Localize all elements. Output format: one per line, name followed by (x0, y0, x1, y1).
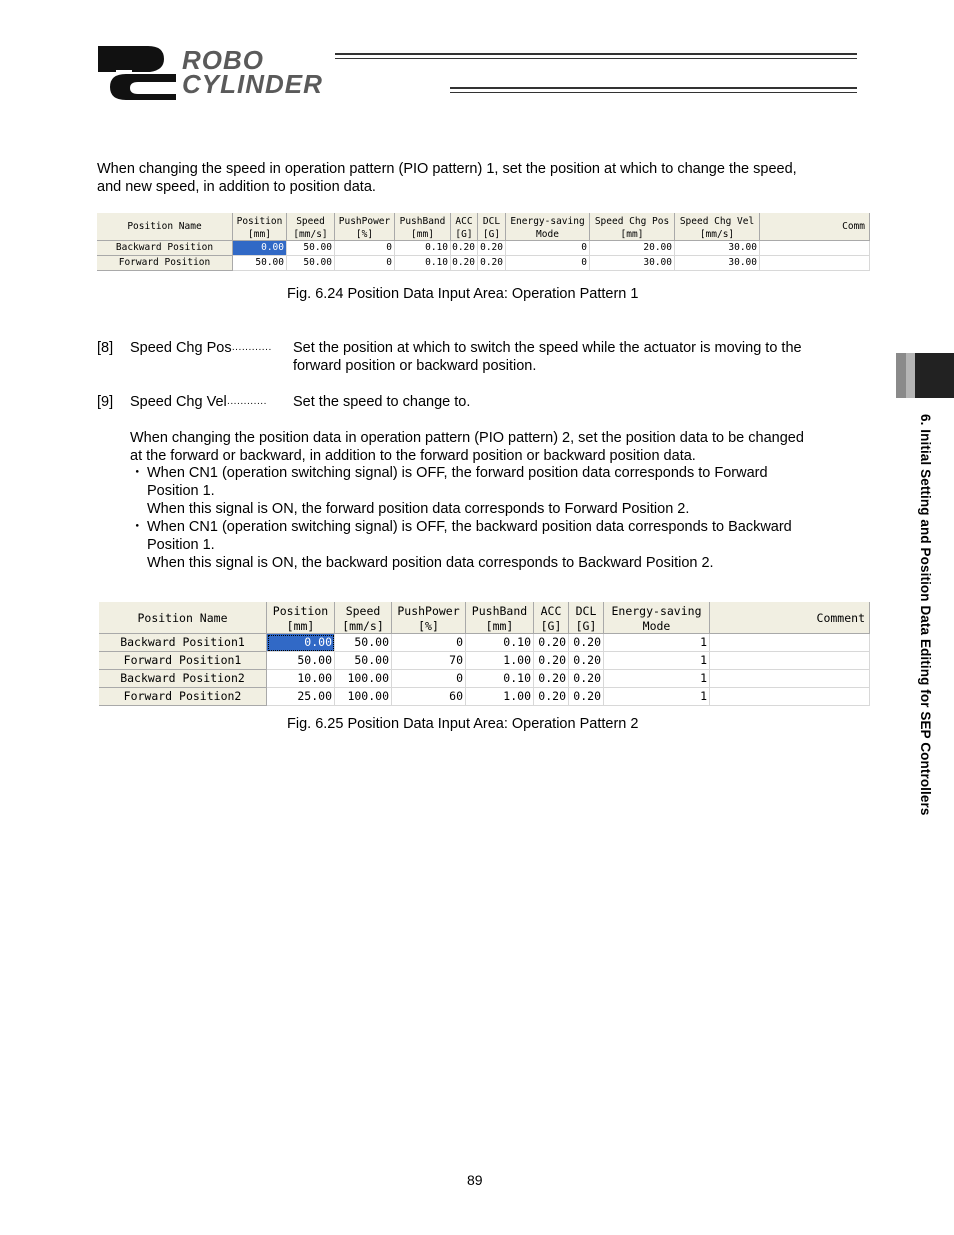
column-header-unit: [G] (455, 229, 473, 240)
column-header-unit: [G] (575, 619, 597, 633)
table-cell[interactable] (760, 241, 870, 256)
chapter-side-title: 6. Initial Setting and Position Data Editing for SEP Controllers (918, 414, 933, 816)
column-header-2[interactable] (335, 602, 392, 634)
table-cell[interactable]: 1 (604, 634, 710, 652)
table-cell[interactable]: 0.20 (569, 688, 604, 706)
column-header-unit: [G] (540, 619, 562, 633)
column-header-label: Position (236, 216, 283, 227)
column-header-unit: [%] (418, 619, 439, 633)
table-cell[interactable]: 50.00 (233, 256, 287, 271)
column-header-7[interactable] (604, 602, 710, 634)
column-header-1[interactable] (233, 213, 287, 241)
table-cell[interactable] (710, 688, 870, 706)
table-cell[interactable]: 0 (335, 256, 395, 271)
row-header[interactable]: Forward Position1 (99, 652, 267, 670)
pattern2-paragraph (130, 429, 870, 465)
table-cell[interactable]: 0.20 (569, 652, 604, 670)
item-8-term (130, 339, 272, 359)
column-header-label: Comm (842, 221, 865, 232)
column-header-unit: Mode (536, 229, 559, 240)
table-cell[interactable]: 0.10 (395, 256, 451, 271)
column-header-label: Energy-saving (510, 216, 585, 227)
table-cell[interactable]: 30.00 (590, 256, 675, 271)
column-header-label: PushPower (397, 604, 460, 618)
column-header-unit: [mm] (485, 619, 514, 633)
column-header-unit: [mm/s] (293, 229, 328, 240)
column-header-label: Speed Chg Vel (679, 216, 755, 227)
column-header-unit: [%] (355, 229, 374, 240)
pattern2-line-2: at the forward or backward, in addition to the forward position or backward position data. (130, 448, 696, 464)
column-header-unit: [G] (482, 229, 501, 240)
column-header-9[interactable] (675, 213, 760, 241)
item-8-number: [8] (97, 340, 114, 356)
row-header[interactable]: Backward Position (97, 241, 233, 256)
logo-line-2: CYLINDER (182, 69, 323, 99)
table-cell[interactable]: 0 (506, 241, 590, 256)
column-header-label: Position Name (137, 611, 228, 625)
row-header[interactable]: Backward Position1 (99, 634, 267, 652)
bullet-2-mark: ・ (130, 519, 145, 535)
table-cell[interactable]: 0.20 (478, 241, 506, 256)
bullet-1-text (147, 464, 867, 518)
bullet-2-line-2: Position 1. (147, 537, 215, 553)
column-header-label: Energy-saving (611, 604, 702, 618)
table-cell[interactable]: 50.00 (335, 634, 392, 652)
column-header-unit: [mm/s] (699, 229, 735, 240)
column-header-unit: [mm/s] (342, 619, 384, 633)
column-header-label: ACC (540, 604, 562, 618)
table-cell[interactable]: 100.00 (335, 688, 392, 706)
column-header-unit: [mm] (286, 619, 315, 633)
column-header-8[interactable] (710, 602, 870, 634)
table-cell[interactable]: 0.20 (534, 652, 569, 670)
column-header-unit: Mode (642, 619, 671, 633)
header-rule-top (335, 53, 857, 55)
table-cell[interactable]: 0.10 (466, 634, 534, 652)
table-cell[interactable]: 10.00 (267, 670, 335, 688)
item-9-description: Set the speed to change to. (293, 394, 471, 410)
column-header-0[interactable] (99, 602, 267, 634)
column-header-label: PushBand (399, 216, 446, 227)
header-rule-bottom (450, 87, 857, 89)
table-cell[interactable] (760, 256, 870, 271)
column-header-1[interactable] (267, 602, 335, 634)
position-data-table-pattern1 (97, 213, 865, 271)
page-number: 89 (467, 1172, 483, 1188)
item-9-number: [9] (97, 394, 114, 410)
table-cell[interactable]: 0.20 (569, 634, 604, 652)
table-cell[interactable]: 50.00 (287, 256, 335, 271)
column-header-label: ACC (455, 216, 473, 227)
logo-line-1: ROBO (182, 45, 264, 75)
column-header-4[interactable] (395, 213, 451, 241)
column-header-label: PushBand (471, 604, 528, 618)
figure-caption-6-24: Fig. 6.24 Position Data Input Area: Operation Pattern 1 (287, 286, 639, 302)
table-cell[interactable] (710, 652, 870, 670)
intro-line-1: When changing the speed in operation pattern (PIO pattern) 1, set the position at which to change the speed, (97, 161, 797, 177)
table-cell[interactable]: 50.00 (335, 652, 392, 670)
table-cell[interactable]: 1 (604, 652, 710, 670)
table-cell[interactable]: 0.20 (534, 634, 569, 652)
intro-paragraph (97, 160, 867, 196)
table-cell[interactable]: 0 (506, 256, 590, 271)
column-header-label: Speed (345, 604, 381, 618)
table-cell[interactable]: 0.20 (569, 670, 604, 688)
table-cell[interactable]: 50.00 (287, 241, 335, 256)
column-header-label: Speed Chg Pos (594, 216, 670, 227)
table-cell[interactable]: 1.00 (466, 688, 534, 706)
header-rule-bottom-thin (450, 92, 857, 93)
intro-line-2: and new speed, in addition to position data. (97, 179, 376, 195)
position-data-table-pattern2 (99, 602, 865, 708)
row-header[interactable]: Forward Position (97, 256, 233, 271)
column-header-label: Comment (816, 611, 865, 625)
table-cell[interactable]: 1 (604, 688, 710, 706)
header-rule-top-thin (335, 58, 857, 59)
item-8-term-label: Speed Chg Pos (130, 340, 232, 356)
table-cell[interactable]: 0.20 (534, 670, 569, 688)
figure-caption-6-25: Fig. 6.25 Position Data Input Area: Operation Pattern 2 (287, 716, 639, 732)
column-header-8[interactable] (590, 213, 675, 241)
chapter-tab-marker (896, 353, 954, 398)
table-cell[interactable]: 0 (392, 634, 466, 652)
table-cell[interactable]: 0.10 (395, 241, 451, 256)
item-9-term-label: Speed Chg Vel (130, 394, 227, 410)
table-cell[interactable]: 1 (604, 670, 710, 688)
column-header-5[interactable] (451, 213, 478, 241)
column-header-label: DCL (482, 216, 501, 227)
table-cell[interactable]: 0.20 (451, 241, 478, 256)
table-cell[interactable]: 1.00 (466, 652, 534, 670)
table-cell[interactable] (710, 670, 870, 688)
item-8-desc-line-2: forward position or backward position. (293, 358, 537, 374)
item-8-desc-line-1: Set the position at which to switch the speed while the actuator is moving to the (293, 340, 802, 356)
column-header-6[interactable] (569, 602, 604, 634)
bullet-1-line-1: When CN1 (operation switching signal) is OFF, the forward position data corresponds to Forward (147, 465, 768, 481)
table-cell[interactable]: 0.00 (267, 634, 335, 652)
table-cell[interactable]: 30.00 (675, 241, 760, 256)
column-header-label: PushPower (338, 216, 391, 227)
table-cell[interactable]: 0 (335, 241, 395, 256)
table-cell[interactable]: 0.20 (534, 688, 569, 706)
table-cell[interactable]: 0.00 (233, 241, 287, 256)
bullet-1-line-3: When this signal is ON, the forward position data corresponds to Forward Position 2. (147, 501, 690, 517)
item-8-leader-dots: ············ (231, 344, 272, 355)
column-header-7[interactable] (506, 213, 590, 241)
table-cell[interactable]: 0.20 (451, 256, 478, 271)
column-header-3[interactable] (392, 602, 466, 634)
table-cell[interactable]: 20.00 (590, 241, 675, 256)
bullet-2-line-3: When this signal is ON, the backward position data corresponds to Backward Position 2. (147, 555, 714, 571)
table-cell[interactable]: 25.00 (267, 688, 335, 706)
column-header-label: Position Name (127, 221, 202, 232)
column-header-2[interactable] (287, 213, 335, 241)
column-header-3[interactable] (335, 213, 395, 241)
bullet-2-line-1: When CN1 (operation switching signal) is OFF, the backward position data corresponds to Backward (147, 519, 792, 535)
column-header-unit: [mm] (620, 229, 644, 240)
column-header-4[interactable] (466, 602, 534, 634)
bullet-2-text (147, 518, 867, 572)
column-header-5[interactable] (534, 602, 569, 634)
table-cell[interactable] (710, 634, 870, 652)
column-header-0[interactable] (97, 213, 233, 241)
column-header-unit: [mm] (248, 229, 271, 240)
table-cell[interactable]: 60 (392, 688, 466, 706)
table-cell[interactable]: 70 (392, 652, 466, 670)
column-header-10[interactable] (760, 213, 870, 241)
column-header-6[interactable] (478, 213, 506, 241)
bullet-1-mark: ・ (130, 465, 145, 481)
table-cell[interactable]: 30.00 (675, 256, 760, 271)
table-cell[interactable]: 100.00 (335, 670, 392, 688)
row-header[interactable]: Forward Position2 (99, 688, 267, 706)
bullet-1-line-2: Position 1. (147, 483, 215, 499)
pattern2-line-1: When changing the position data in operation pattern (PIO pattern) 2, set the position data to be changed (130, 430, 804, 446)
logo-wordmark (182, 45, 323, 99)
row-header[interactable]: Backward Position2 (99, 670, 267, 688)
item-9-leader-dots: ············ (226, 398, 267, 409)
column-header-unit: [mm] (411, 229, 434, 240)
table-cell[interactable]: 0.10 (466, 670, 534, 688)
rc-logo-mark (96, 44, 178, 100)
table-cell[interactable]: 0 (392, 670, 466, 688)
table-cell[interactable]: 0.20 (478, 256, 506, 271)
table-cell[interactable]: 50.00 (267, 652, 335, 670)
column-header-label: Position (272, 604, 329, 618)
item-9-term (130, 393, 267, 413)
item-8-description (293, 339, 863, 375)
column-header-label: Speed (296, 216, 325, 227)
column-header-label: DCL (575, 604, 597, 618)
